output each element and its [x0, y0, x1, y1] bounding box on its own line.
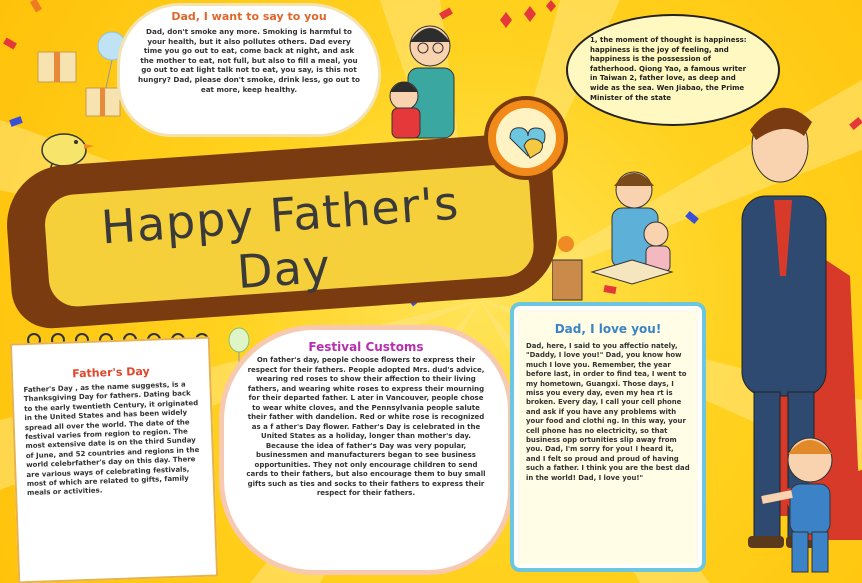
- reading-family-illustration: [552, 160, 682, 306]
- heart-icon: [496, 108, 556, 168]
- customs-title: Festival Customs: [308, 340, 424, 354]
- top-bubble-body: Dad, don't smoke any more. Smoking is harmful to your health, but it also pollutes others. Dad every time you go out to eat, come back at night, and ask the mother to eat, not full, but also to fill a meal, you go out to eat light talk not to eat, you say, is this not hungry? Dad, please don't smoke, drink less, go out to eat more, keep healthy.: [138, 27, 360, 94]
- love-letter-frame: [510, 302, 706, 572]
- top-bubble-title: Dad, I want to say to you: [171, 10, 327, 23]
- love-frame-body: Dad, here, I said to you affectio nately, "Daddy, I love you!" Dad, you know how much I love you. Remember, the year before last, in order to find tea, I went to my hometown, Guangxi. Those days, I miss you every day, even my hea rt is broken. Every day, I call your cell phone and ask if you have any problems with your food and clothi ng. In this way, your cell phone has no electricity, so that business opp ortunities slip away from you. Dad, I'm sorry for you! I heard it, and I felt so proud and proud of having such a father. I think you are the best dad in the world! Dad, I love you!": [526, 342, 690, 482]
- superhero-boy-illustration: [752, 430, 862, 580]
- heart-badge-inner: [496, 108, 556, 168]
- speech-bubble-top: [120, 6, 378, 134]
- festival-customs-bubble: [224, 330, 508, 570]
- love-frame-title: Dad, I love you!: [554, 322, 662, 336]
- quote-body: 1, the moment of thought is happiness: happiness is the joy of feeling, and happiness is the possession of fatherhood. Qiong Yao, a famous writer in Taiwan 2, father love, as deep and wide as the sea. Wen Jiabao, the Prime Minister of the state: [590, 36, 747, 102]
- father-son-illustration: [378, 12, 474, 152]
- notebook-panel: [10, 337, 218, 583]
- notebook-body: Father's Day , as the name suggests, is a Thanksgiving Day for fathers. Dating back to the early twentieth Century, it originated in the United States and has been widely spread all over the world. The date of the festival varies from region to region. The most extensive date is on the third Sunday of June, and 52 countries and regions in the world celebrfather's day on this day. There are various ways of celebrating festivals, most of which are related to gifts, family meals or activities.: [23, 380, 200, 498]
- notebook-title: Father's Day: [72, 364, 150, 381]
- customs-body: On father's day, people choose flowers to express their respect for their fathers. People adopted Mrs. dud's advice, wearing red roses to show their affection to their living fathers, and wearing white roses to express their mourning for their departed father. L ater in Vancouver, people chose to wear white cloves, and the Pennsylvania people salute their father with dandelion. Red or white rose is recognized as a f ather's Day flower. Father's Day is celebrated in the United States as a holiday, longer than mother's day. Because the idea of father's Day was very popular, businessmen and manufacturers began to see business opportunities. They not only encourage children to send cards to their fathers, but also encourage them to buy small gifts such as ties and socks to their fathers to express their respect for their fathers.: [246, 356, 486, 497]
- banner-title: Happy Father's Day: [99, 175, 461, 300]
- hearts-icon: [488, 0, 568, 60]
